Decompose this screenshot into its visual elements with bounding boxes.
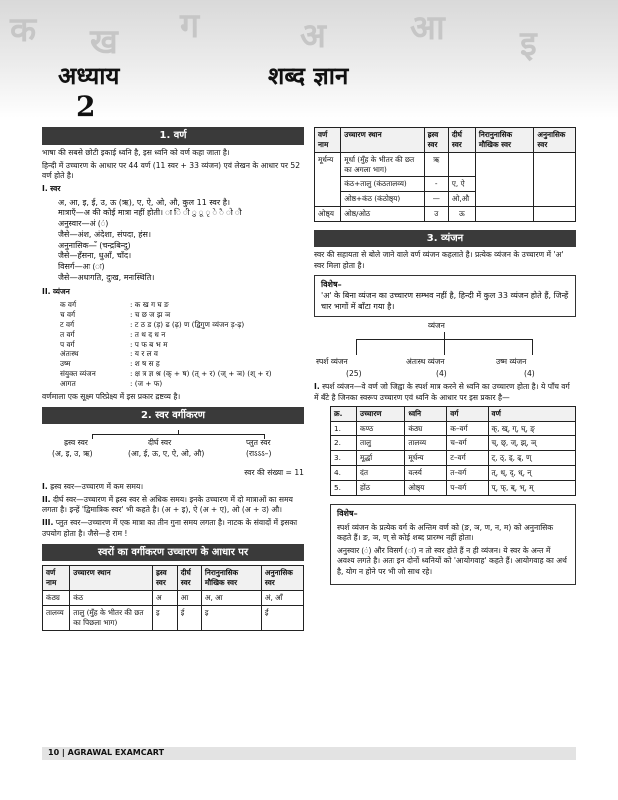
consonant-group: क वर्ग <box>60 300 77 310</box>
table-cell: - <box>424 177 448 192</box>
table-cell: आ <box>177 591 201 606</box>
left-column <box>42 127 304 631</box>
list-number: I. <box>42 481 48 491</box>
table-header-cell: दीर्घ स्वर <box>448 128 475 153</box>
consonant-row <box>58 340 304 350</box>
chapter-word: अध्याय <box>58 61 120 90</box>
vyanjan-heading: व्यंजन <box>52 286 70 296</box>
plut-para: प्लुत स्वर—उच्चारण में एक मात्रा का तीन गुना समय लगता है। नाटक के संवादों में इसका उपयोग होता है। जैसे—हे राम ! <box>42 518 298 538</box>
tree-values-dirgh: (आ, ई, ऊ, ए, ऐ, ओ, औ) <box>128 449 205 459</box>
table-cell: इ <box>201 606 261 631</box>
table-header-cell: ह्रस्व स्वर <box>424 128 448 153</box>
consonant-row <box>58 310 304 320</box>
section-heading-swar-vargikaran: 2. स्वर वर्गीकरण <box>42 407 304 425</box>
sparsh-para: स्पर्श व्यंजन—वे वर्ण जो जिह्वा के स्पर्श मात्र करने से ध्वनि का उच्चारण होता है। ये पाँच वर्ग में बँटे है जिनका स्वरूप उच्चारण एवं ध्वनि के आधार पर इस प्रकार है— <box>314 382 570 402</box>
table-header-cell: निरानुनासिक मौखिक स्वर <box>201 566 261 591</box>
table-cell: 1. <box>331 421 357 436</box>
consonant-letters: : ट ठ ड (ड़) ढ (ढ़) ण (द्विगुण व्यंजन ड़-ढ़) <box>130 319 245 329</box>
table-cell: वर्त्स्य <box>405 466 447 481</box>
table-cell: तालु (मुँह के भीतर की छत का पिछला भाग) <box>70 606 153 631</box>
consonant-letters: : प फ ब भ म <box>130 339 168 349</box>
tree-count-sparsh: (25) <box>346 369 362 379</box>
outro-text: वर्णमाला एक सूक्ष्म परिप्रेक्ष्य में इस प्रकार द्रष्टव्य है। <box>42 391 181 401</box>
tree-node-ushm: उष्म व्यंजन <box>496 357 527 367</box>
swar-classification-table <box>42 565 304 630</box>
table-row <box>331 451 576 466</box>
tree-root: व्यंजन <box>428 321 445 331</box>
consonant-letters: : श ष स ह <box>130 359 160 369</box>
section-heading-uchcharan: स्वरों का वर्गीकरण उच्चारण के आधार पर <box>42 544 304 562</box>
table-cell: प–वर्ग <box>447 481 488 496</box>
table-header-cell: उच्चारण <box>357 406 405 421</box>
list-number: I. <box>314 382 320 392</box>
tree-node-hrasva: ह्रस्व स्वर <box>64 438 88 448</box>
swar-line: विसर्ग—अः (ः) <box>58 262 105 272</box>
consonant-letters: : क्ष त्र ज्ञ श्र (क् + ष) (त् + र) (ज् + ञ) (श् + र) <box>130 369 272 379</box>
table-cell <box>448 152 475 177</box>
table-cell: दंत <box>357 466 405 481</box>
tree-values-hrasva: (अ, इ, उ, ऋ) <box>52 449 93 459</box>
table-cell: मूर्धा (मुँह के भीतर की छत का अगला भाग) <box>341 152 424 177</box>
list-number: II. <box>42 494 51 504</box>
table-cell: मूर्धन्य <box>405 451 447 466</box>
table-cell: ओष्ठ+कंठ (कंठोष्ठ्य) <box>341 192 424 207</box>
table-cell: कंठ्य <box>405 421 447 436</box>
table-cell: 5. <box>331 481 357 496</box>
consonant-letters: : त थ द ध न <box>130 329 166 339</box>
table-cell: तालव्य <box>405 436 447 451</box>
list-number: I. <box>42 184 48 194</box>
table-cell: कंठ्य <box>43 591 70 606</box>
table-row <box>331 421 576 436</box>
table-cell <box>475 152 534 206</box>
table-cell: प्, फ्, ब्, भ्, म् <box>488 481 575 496</box>
tree-node-dirgh: दीर्घ स्वर <box>148 438 172 448</box>
consonant-row <box>58 359 304 369</box>
table-header-cell: दीर्घ स्वर <box>177 566 201 591</box>
header-watermark-background: क ख ग अ आ इ <box>0 0 618 118</box>
swar-classification-table-continued <box>314 127 576 222</box>
swar-count: स्वर की संख्या = 11 <box>244 468 304 478</box>
right-column <box>314 127 576 589</box>
consonant-letters: : च छ ज झ ञ <box>130 309 171 319</box>
table-cell: तालव्य <box>43 606 70 631</box>
swar-line: जैसे—अंश, अंदेशा, संपदा, हंस। <box>58 229 151 239</box>
consonant-row <box>58 320 304 330</box>
consonant-row <box>58 379 304 389</box>
table-row <box>331 481 576 496</box>
consonant-letters: : क ख ग घ ङ <box>130 300 169 310</box>
table-cell: 4. <box>331 466 357 481</box>
list-number: II. <box>42 286 51 296</box>
consonant-group: आगत <box>60 378 76 388</box>
table-cell: ई <box>177 606 201 631</box>
table-header-cell: ह्रस्व स्वर <box>152 566 177 591</box>
table-cell <box>475 207 534 222</box>
vishesh-heading: विशेष– <box>321 279 342 289</box>
table-cell: क–वर्ग <box>447 421 488 436</box>
swar-line: अ, आ, इ, ई, उ, ऊ (ऋ), ए, ऐ, ओ, औ, कुल 11 स्वर है। <box>58 197 230 207</box>
table-cell: च–वर्ग <box>447 436 488 451</box>
chapter-number: 2 <box>76 90 96 124</box>
chapter-label <box>58 60 119 126</box>
consonant-group: अंतःस्थ <box>60 349 79 359</box>
table-cell: 2. <box>331 436 357 451</box>
dirgh-para: दीर्घ स्वर—उच्चारण में ह्रस्व स्वर से अधिक समय। इनके उच्चारण में दो मात्राओं का समय लगता है। इन्हें 'द्विमात्रिक स्वर' भी कहते है। (अ + इ), ऐ (अ + ए), ओ (अ + उ) औ। <box>42 494 293 515</box>
consonant-group: च वर्ग <box>60 309 76 319</box>
consonant-letters: : (ज + फ) <box>130 378 163 388</box>
swar-classification-tree <box>42 424 304 468</box>
tree-count-ushm: (4) <box>524 369 535 379</box>
table-cell: 3. <box>331 451 357 466</box>
table-cell <box>534 152 576 206</box>
vishesh-text: अनुस्वार (ं) और विसर्ग (ः) न तो स्वर होते हैं न ही व्यंजन। ये स्वर के अन्त में अवश्य लगते है। अतः इन दोनों ध्वनियों को 'आयोगवाह' कहते हैं। आयोगवाह का अर्थ है, योग न होने पर भी जो साथ रहे। <box>337 546 567 576</box>
table-cell: ऊ <box>448 207 475 222</box>
table-header-cell: अनुनासिक स्वर <box>261 566 303 591</box>
table-cell: होंठ <box>357 481 405 496</box>
table-cell: कंठ+तालु (कंठतालव्य) <box>341 177 424 192</box>
tree-node-plut: प्लुत स्वर <box>246 438 271 448</box>
table-header-cell: अनुनासिक स्वर <box>534 128 576 153</box>
consonant-group: उष्म <box>60 359 71 369</box>
tree-node-sparsh: स्पर्श व्यंजन <box>316 357 348 367</box>
vishesh-box-2 <box>330 504 576 585</box>
brand-name: AGRAWAL EXAMCART <box>67 748 165 757</box>
table-header-cell: निरानुनासिक मौखिक स्वर <box>475 128 534 153</box>
consonant-row <box>58 349 304 359</box>
vishesh-text: स्पर्श व्यंजन के प्रत्येक वर्ग के अन्तिम वर्ण को (ङ, ञ, ण, न, म) को अनुनासिक कहते हैं। ङ, ञ, ण् से कोई शब्द प्रारम्भ नहीं होता। <box>337 522 554 542</box>
table-cell: त–वर्ग <box>447 466 488 481</box>
tree-node-antahstha: अंतःस्थ व्यंजन <box>406 357 445 367</box>
table-cell <box>534 207 576 222</box>
consonant-row <box>58 330 304 340</box>
table-header-cell: वर्ण <box>488 406 575 421</box>
table-cell: ईं <box>261 606 303 631</box>
consonant-group: प वर्ग <box>60 339 75 349</box>
swar-line: अनुस्वार—अं (ं) <box>58 219 109 229</box>
intro-text-1: भाषा की सबसे छोटी इकाई ध्वनि है, इस ध्वनि को वर्ण कहा जाता है। <box>42 147 230 157</box>
tree-count-antahstha: (4) <box>436 369 447 379</box>
consonant-group: ट वर्ग <box>60 319 75 329</box>
table-cell: — <box>424 192 448 207</box>
table-cell: ट्, ठ्, ड्, ढ्, ण् <box>488 451 575 466</box>
table-cell: ए, ऐ <box>448 177 475 192</box>
swar-line: जैसे—अधःगति, दुःख, मनःस्थिति। <box>58 273 155 283</box>
table-row <box>331 466 576 481</box>
table-row <box>43 606 304 631</box>
consonant-list <box>58 300 304 389</box>
table-header-cell: ध्वनि <box>405 406 447 421</box>
vishesh-box <box>314 275 576 317</box>
sparsh-vyanjan-table <box>330 406 576 496</box>
table-cell: मूर्धन्य <box>315 152 341 206</box>
page-title: शब्द ज्ञान <box>268 61 349 90</box>
table-header-cell: वर्ग <box>447 406 488 421</box>
table-row <box>331 436 576 451</box>
table-header-cell: वर्ण नाम <box>315 128 341 153</box>
consonant-letters: : य र ल व <box>130 349 158 359</box>
section-heading-vyanjan: 3. व्यंजन <box>314 230 576 248</box>
page-footer: 10 | AGRAWAL EXAMCART <box>42 747 576 760</box>
vishesh-heading: विशेष– <box>337 508 358 518</box>
intro-text-2: हिन्दी में उच्चारण के आधार पर 44 वर्ण (11 स्वर + 33 व्यंजन) एवं लेखन के आधार पर 52 वर्ण होते है। <box>42 160 301 180</box>
table-header-cell: उच्चारण स्थान <box>341 128 424 153</box>
table-header-cell: उच्चारण स्थान <box>70 566 153 591</box>
table-cell: ओष्ठ/ओठ <box>341 207 424 222</box>
table-cell: कंठ <box>70 591 153 606</box>
consonant-row <box>58 369 304 379</box>
consonant-group: त वर्ग <box>60 329 75 339</box>
page-number: 10 <box>48 748 60 757</box>
table-cell: अ <box>152 591 177 606</box>
table-cell: ओ,औ <box>448 192 475 207</box>
vyanjan-intro: स्वर की सहायता से बोले जाने वाले वर्ण व्यंजन कहलाते है। प्रत्येक व्यंजन के उच्चारण में 'अ' स्वर मिला होता है। <box>314 250 564 270</box>
table-cell: उ <box>424 207 448 222</box>
vyanjan-tree <box>314 321 576 379</box>
table-header-cell: क्र. <box>331 406 357 421</box>
table-cell: ट–वर्ग <box>447 451 488 466</box>
table-cell: ओष्ठ्य <box>405 481 447 496</box>
table-header-cell: वर्ण नाम <box>43 566 70 591</box>
swar-heading: स्वर <box>50 184 61 194</box>
table-cell: इ <box>152 606 177 631</box>
consonant-group: संयुक्त व्यंजन <box>60 369 96 379</box>
table-row <box>43 591 304 606</box>
table-cell: क्, ख्, ग्, घ्, ङ् <box>488 421 575 436</box>
table-cell: अ, आ <box>201 591 261 606</box>
swar-line: मात्राएँ—अ की कोई मात्रा नहीं होती। ा ि ी ु ू ृ े ै ो ौ <box>58 208 242 218</box>
table-cell: अं, आँ <box>261 591 303 606</box>
table-cell: तालु <box>357 436 405 451</box>
table-cell: च्, छ्, ज्, झ्, ञ् <box>488 436 575 451</box>
table-cell: कण्ठ <box>357 421 405 436</box>
hrasva-para: ह्रस्व स्वर—उच्चारण में कम समय। <box>50 481 144 491</box>
table-cell: ऋ <box>424 152 448 177</box>
swar-line: जैसे—हँसना, धुआँ, चाँद। <box>58 251 132 261</box>
table-cell: त्, थ्, द्, ध्, न् <box>488 466 575 481</box>
table-cell: ओष्ठ्य <box>315 207 341 222</box>
swar-list <box>42 198 304 284</box>
swar-line: अनुनासिक—ँ (चन्द्रबिन्दु) <box>58 240 131 250</box>
table-cell: मूर्द्धा <box>357 451 405 466</box>
section-heading-varn: 1. वर्ण <box>42 127 304 145</box>
tree-values-plut: (राऽऽऽ–) <box>246 449 272 459</box>
list-number: III. <box>42 518 54 528</box>
consonant-row <box>58 300 304 310</box>
vishesh-text: 'अ' के बिना व्यंजन का उच्चारण सम्भव नहीं है, हिन्दी में कुल 33 व्यंजन होते हैं, जिन्हें चार भागों में बाँटा गया है। <box>321 290 569 311</box>
